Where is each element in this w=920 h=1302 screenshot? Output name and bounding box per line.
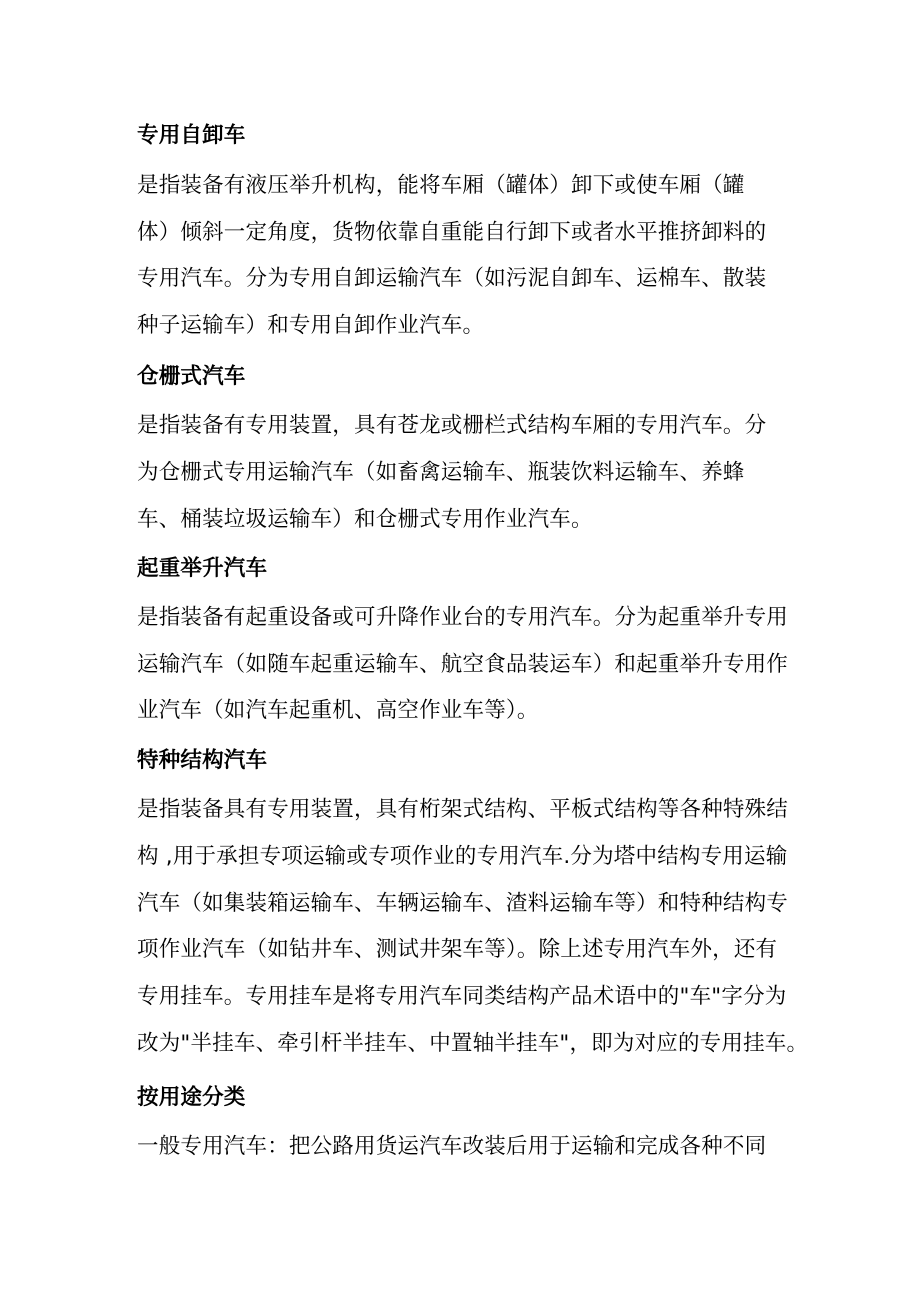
paragraph-line: 一般专用汽车：把公路用货运汽车改装后用于运输和完成各种不同 (137, 1134, 767, 1159)
paragraph-line: 汽车（如集装箱运输车、车辆运输车、渣料运输车等）和特种结构专 (137, 891, 789, 916)
heading-stake-truck: 仓栅式汽车 (137, 364, 246, 389)
paragraph-line: 车、桶装垃圾运输车）和仓栅式专用作业汽车。 (137, 507, 593, 532)
heading-dump-truck: 专用自卸车 (137, 123, 246, 148)
paragraph-line: 构 ,用于承担专项运输或专项作业的专用汽车.分为塔中结构专用运输 (137, 844, 788, 869)
heading-by-purpose: 按用途分类 (137, 1085, 246, 1110)
paragraph-line: 是指装备具有专用装置，具有桁架式结构、平板式结构等各种特殊结 (137, 797, 789, 822)
paragraph-line: 种子运输车）和专用自卸作业汽车。 (137, 313, 485, 338)
paragraph-line: 业汽车（如汽车起重机、高空作业车等）。 (137, 698, 539, 723)
paragraph-line: 是指装备有起重设备或可升降作业台的专用汽车。分为起重举升专用 (137, 605, 789, 630)
paragraph-line: 专用汽车。分为专用自卸运输汽车（如污泥自卸车、运棉车、散装 (137, 266, 767, 291)
paragraph-line: 是指装备有专用装置，具有苍龙或栅栏式结构车厢的专用汽车。分 (137, 413, 767, 438)
heading-lifting-truck: 起重举升汽车 (137, 556, 268, 581)
paragraph-line: 运输汽车（如随车起重运输车、航空食品装运车）和起重举升专用作 (137, 652, 789, 677)
paragraph-line: 体）倾斜一定角度，货物依靠自重能自行卸下或者水平推挤卸料的 (137, 220, 767, 245)
paragraph-line: 为仓栅式专用运输汽车（如畜禽运输车、瓶装饮料运输车、养蜂 (137, 460, 745, 485)
paragraph-line: 是指装备有液压举升机构，能将车厢（罐体）卸下或使车厢（罐 (137, 173, 745, 198)
heading-special-structure-truck: 特种结构汽车 (137, 748, 268, 773)
paragraph-line: 专用挂车。专用挂车是将专用汽车同类结构产品术语中的"车"字分为 (137, 984, 787, 1009)
paragraph-line: 项作业汽车（如钻井车、测试井架车等）。除上述专用汽车外，还有 (137, 937, 778, 962)
paragraph-line: 改为"半挂车、牵引杆半挂车、中置轴半挂车"，即为对应的专用挂车。 (137, 1031, 809, 1056)
